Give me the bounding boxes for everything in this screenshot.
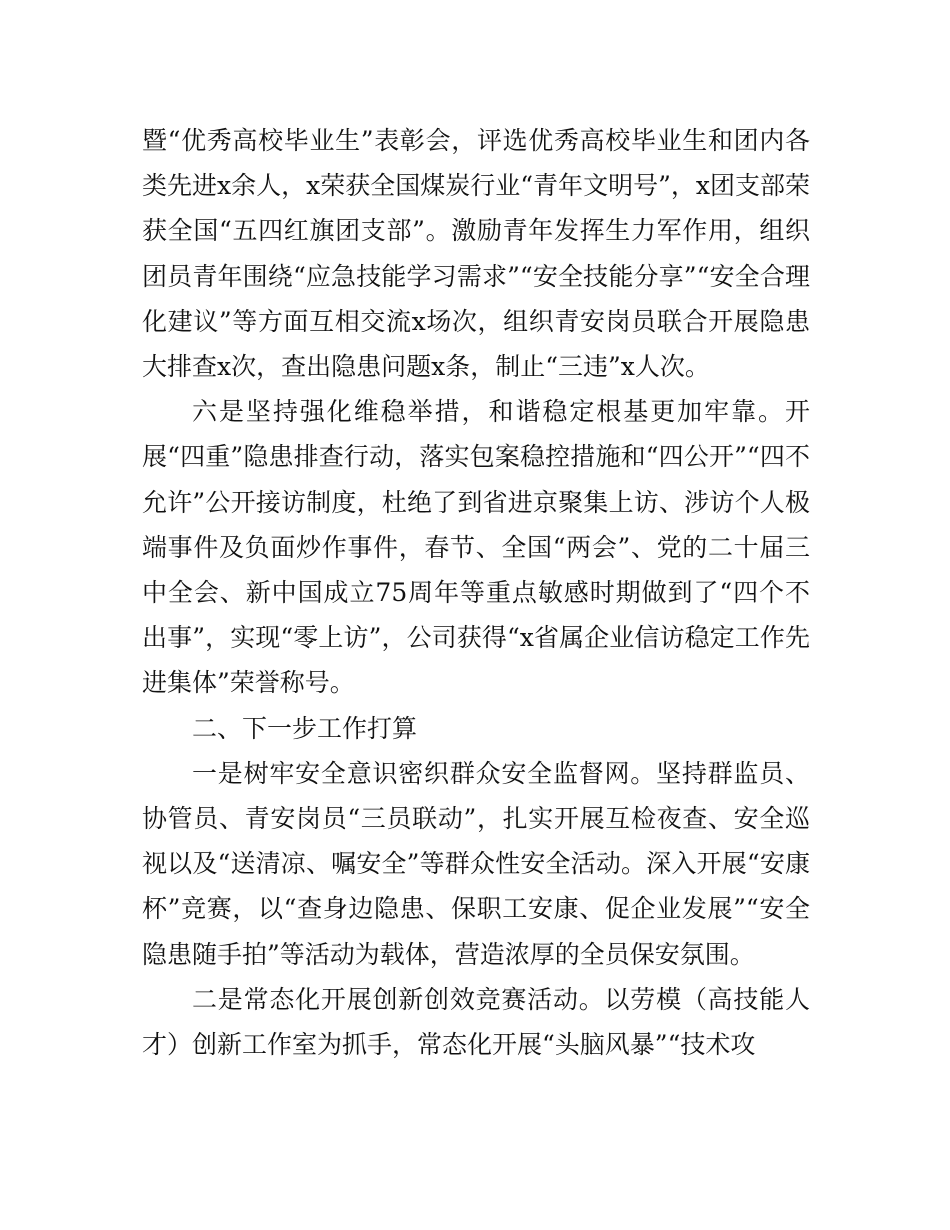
- paragraph-continued: 暨“优秀高校毕业生”表彰会，评选优秀高校毕业生和团内各类先进x余人，x荣获全国煤炭行业“青年文明号”，x团支部荣获全国“五四红旗团支部”。激励青年发挥生力军作用，组织团员青年围绕“应急技能学习需求”“安全技能分享”“安全合理化建议”等方面互相交流x场次，组织青安岗员联合开展隐患大排查x次，查出隐患问题x条，制止“三违”x人次。: [142, 126, 810, 382]
- paragraph-six-maintain-stability: 六是坚持强化维稳举措，和谐稳定根基更加牢靠。开展“四重”隐患排查行动，落实包案稳控措施和“四公开”“四不允许”公开接访制度，杜绝了到省进京聚集上访、涉访个人极端事件及负面炒作事件，春节、全国“两会”、党的二十届三中全会、新中国成立75周年等重点敏感时期做到了“四个不出事”，实现“零上访”，公司获得“x省属企业信访稳定工作先进集体”荣誉称号。: [142, 397, 810, 698]
- paragraph-two-innovation-competition: 二是常态化开展创新创效竞赛活动。以劳模（高技能人才）创新工作室为抓手，常态化开展“头脑风暴”“技术攻: [142, 984, 810, 1060]
- paragraph-one-safety-awareness: 一是树牢安全意识密织群众安全监督网。坚持群监员、协管员、青安岗员“三员联动”，扎实开展互检夜查、安全巡视以及“送清凉、嘱安全”等群众性安全活动。深入开展“安康杯”竞赛，以“查身边隐患、保职工安康、促企业发展”“安全隐患随手拍”等活动为载体，营造浓厚的全员保安氛围。: [142, 758, 810, 969]
- document-body: [142, 118, 810, 1067]
- section-heading-next-steps: 二、下一步工作打算: [192, 713, 418, 743]
